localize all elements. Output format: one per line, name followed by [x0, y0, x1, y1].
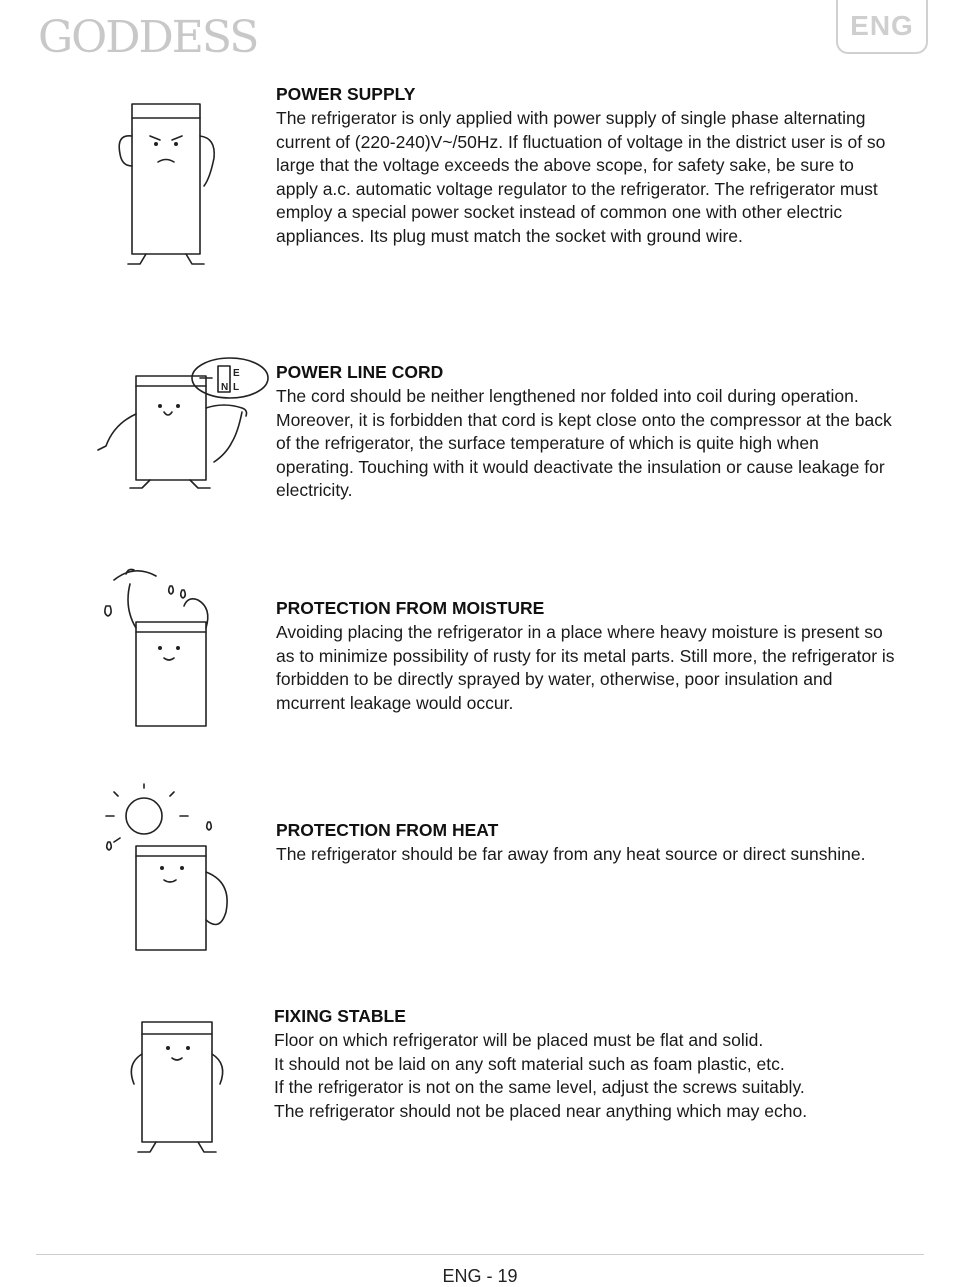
fridge-in-rain-icon — [96, 566, 236, 731]
angry-fridge-icon — [110, 96, 230, 276]
socket-label-e: E — [233, 368, 240, 379]
section-title: FIXING STABLE — [274, 1006, 406, 1026]
section-body: The refrigerator is only applied with power supply of single phase alternating current of (220-240)V~/50Hz. If fluctuation of voltage in the district user is of so large that the voltage exceeds the above scope, for safety sake, be sure to apply a.c. automatic voltage regulator to the refrigerator. The refrigerator must employ a special power socket instead of common one with other electric appliances. Its plug must match the socket with ground wire. — [276, 108, 886, 246]
section-body-line: The refrigerator should not be placed near anything which may echo. — [274, 1100, 808, 1121]
brand-logo — [38, 6, 278, 66]
section-body-line: Floor on which refrigerator will be placed must be flat and solid. — [274, 1030, 764, 1050]
section-body-line: It should not be laid on any soft material such as foam plastic, etc. — [274, 1053, 785, 1074]
section-title: PROTECTION FROM HEAT — [276, 820, 499, 840]
section-fixing-stable — [274, 1006, 894, 1123]
footer-divider — [36, 1254, 924, 1255]
section-power-supply — [276, 84, 896, 249]
section-body: The refrigerator should be far away from any heat source or direct sunshine. — [276, 844, 866, 864]
language-badge — [836, 0, 928, 54]
page-number: ENG - 19 — [442, 1266, 518, 1286]
section-title: PROTECTION FROM MOISTURE — [276, 598, 545, 618]
socket-label-l: L — [233, 382, 240, 393]
socket-label-n: N — [221, 382, 229, 393]
language-label: ENG — [850, 10, 914, 41]
fridge-in-sun-icon — [100, 782, 250, 957]
section-body: Avoiding placing the refrigerator in a place where heavy moisture is present so as to minimize possibility of rusty for its metal parts. Still more, the refrigerator is forbidden to be directly sprayed by water, otherwise, poor insulation and mcurrent leakage would occur. — [276, 622, 895, 713]
section-title: POWER SUPPLY — [276, 84, 416, 104]
section-protection-from-moisture — [276, 598, 896, 715]
section-body: The cord should be neither lengthened nor folded into coil during operation. Moreover, it is forbidden that cord is kept close onto the compressor at the back of the refrigerator, the surface temperature of which is quite high when operating. Touching with it would deactivate the insulation or cause leakage for electricity. — [276, 386, 892, 501]
logo-wordmark: GODDESS — [38, 12, 258, 63]
section-protection-from-heat — [276, 820, 896, 867]
standing-fridge-icon — [116, 1014, 236, 1164]
section-power-line-cord — [276, 362, 896, 503]
fridge-with-plug-icon — [92, 354, 272, 494]
section-title: POWER LINE CORD — [276, 362, 444, 382]
section-body-line: If the refrigerator is not on the same level, adjust the screws suitably. — [274, 1077, 805, 1098]
